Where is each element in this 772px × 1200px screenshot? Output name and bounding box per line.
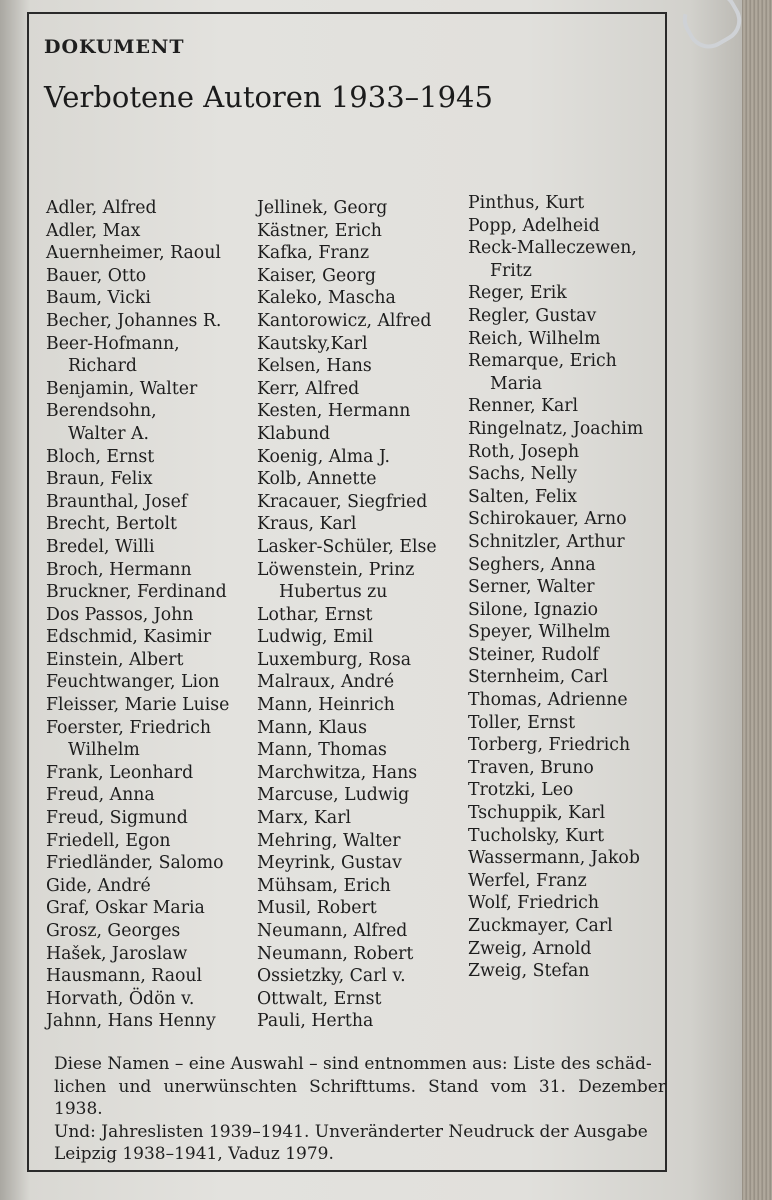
author-entry: Auernheimer, Raoul bbox=[46, 243, 221, 264]
author-entry: Kaiser, Georg bbox=[257, 265, 376, 286]
author-entry: Seghers, Anna bbox=[468, 554, 596, 575]
author-entry: Jahnn, Hans Henny bbox=[46, 1011, 216, 1032]
author-entry: Zweig, Arnold bbox=[468, 938, 592, 959]
author-entry: Graf, Oskar Maria bbox=[46, 898, 205, 919]
author-entry: Reich, Wilhelm bbox=[468, 328, 601, 349]
author-entry: Popp, Adelheid bbox=[468, 215, 600, 236]
author-entry: Kesten, Hermann bbox=[257, 401, 411, 422]
source-note-line: Leipzig 1938–1941, Vaduz 1979. bbox=[54, 1144, 334, 1164]
author-entry: Tschuppik, Karl bbox=[468, 803, 606, 824]
author-entry: Schnitzler, Arthur bbox=[468, 531, 625, 552]
author-entry: Reger, Erik bbox=[468, 283, 567, 304]
author-entry: Zweig, Stefan bbox=[468, 961, 590, 982]
author-entry: Zuckmayer, Carl bbox=[468, 916, 613, 936]
author-entry: Löwenstein, Prinz bbox=[257, 559, 415, 580]
author-entry: Becher, Johannes R. bbox=[46, 310, 222, 331]
author-entry: Dos Passos, John bbox=[46, 604, 194, 625]
author-entry: Bauer, Otto bbox=[46, 265, 147, 286]
author-entry: Brecht, Bertolt bbox=[46, 514, 177, 535]
author-entry: Fleisser, Marie Luise bbox=[46, 695, 230, 716]
author-entry: Kerr, Alfred bbox=[257, 378, 360, 399]
author-entry: Beer-Hofmann, bbox=[46, 333, 180, 354]
source-note-line: Und: Jahreslisten 1939–1941. Unveränderter Neudruck der Ausgabe bbox=[54, 1121, 648, 1142]
page-title: Verbotene Autoren 1933–1945 bbox=[44, 80, 493, 114]
author-entry: Regler, Gustav bbox=[468, 305, 597, 326]
author-entry: Kautsky,Karl bbox=[257, 333, 368, 354]
author-entry: Friedländer, Salomo bbox=[46, 853, 224, 874]
author-entry: Sachs, Nelly bbox=[468, 464, 577, 485]
author-entry: Torberg, Friedrich bbox=[468, 735, 631, 756]
author-entry: Silone, Ignazio bbox=[468, 599, 598, 620]
author-entry: Ringelnatz, Joachim bbox=[468, 418, 644, 439]
author-entry: Jellinek, Georg bbox=[257, 198, 388, 218]
author-entry: Ludwig, Emil bbox=[257, 627, 374, 648]
author-entry: Gide, André bbox=[46, 875, 151, 896]
author-entry: Toller, Ernst bbox=[468, 712, 576, 733]
author-entry: Trotzki, Leo bbox=[468, 780, 574, 801]
author-entry: Koenig, Alma J. bbox=[257, 446, 391, 467]
author-entry: Edschmid, Kasimir bbox=[46, 627, 212, 648]
author-entry: Grosz, Georges bbox=[46, 921, 181, 941]
author-entry: Richard bbox=[68, 356, 137, 377]
author-entry: Roth, Joseph bbox=[468, 441, 580, 462]
author-entry: Werfel, Franz bbox=[468, 870, 587, 891]
author-entry: Kaleko, Mascha bbox=[257, 288, 396, 309]
author-entry: Sternheim, Carl bbox=[468, 667, 608, 688]
author-entry: Braunthal, Josef bbox=[46, 491, 188, 512]
author-entry: Marcuse, Ludwig bbox=[257, 785, 410, 806]
author-entry: Serner, Walter bbox=[468, 577, 595, 598]
author-entry: Renner, Karl bbox=[468, 396, 579, 417]
author-entry: Friedell, Egon bbox=[46, 830, 171, 851]
author-entry: Baum, Vicki bbox=[46, 288, 151, 309]
author-entry: Lothar, Ernst bbox=[257, 604, 373, 625]
source-note-line: lichen und unerwünschten Schrifttums. Stand vom 31. Dezember 1938. bbox=[54, 1076, 666, 1119]
author-entry: Horvath, Ödön v. bbox=[46, 988, 195, 1009]
author-entry: Kästner, Erich bbox=[257, 220, 382, 241]
author-entry: Braun, Felix bbox=[46, 469, 153, 490]
author-entry: Kolb, Annette bbox=[257, 469, 377, 490]
author-column-1 bbox=[46, 197, 229, 1033]
author-entry: Foerster, Friedrich bbox=[46, 717, 211, 738]
author-entry: Adler, Alfred bbox=[46, 198, 157, 218]
author-entry: Kelsen, Hans bbox=[257, 356, 372, 377]
author-entry: Schirokauer, Arno bbox=[468, 509, 627, 530]
author-entry: Speyer, Wilhelm bbox=[468, 622, 611, 643]
author-entry: Klabund bbox=[257, 423, 331, 444]
author-entry: Mann, Klaus bbox=[257, 717, 367, 738]
section-label: DOKUMENT bbox=[44, 36, 185, 58]
author-entry: Bredel, Willi bbox=[46, 536, 155, 557]
author-entry: Benjamin, Walter bbox=[46, 378, 198, 399]
author-entry: Marx, Karl bbox=[257, 808, 351, 829]
author-entry: Fritz bbox=[490, 260, 532, 281]
author-entry: Bruckner, Ferdinand bbox=[46, 582, 227, 603]
author-entry: Maria bbox=[490, 373, 543, 394]
author-entry: Freud, Anna bbox=[46, 785, 155, 806]
author-entry: Reck-Malleczewen, bbox=[468, 238, 637, 259]
author-entry: Frank, Leonhard bbox=[46, 762, 194, 783]
author-entry: Mann, Heinrich bbox=[257, 695, 395, 716]
author-entry: Steiner, Rudolf bbox=[468, 644, 599, 665]
author-entry: Pauli, Hertha bbox=[257, 1011, 374, 1032]
author-entry: Salten, Felix bbox=[468, 486, 578, 507]
author-entry: Marchwitza, Hans bbox=[257, 762, 418, 783]
author-entry: Neumann, Alfred bbox=[257, 921, 408, 941]
author-entry: Freud, Sigmund bbox=[46, 808, 188, 829]
author-entry: Mann, Thomas bbox=[257, 740, 387, 761]
page-edges bbox=[742, 0, 772, 1200]
author-entry: Kracauer, Siegfried bbox=[257, 491, 428, 512]
author-entry: Pinthus, Kurt bbox=[468, 193, 585, 213]
author-entry: Wassermann, Jakob bbox=[468, 848, 640, 869]
author-entry: Malraux, André bbox=[257, 672, 395, 693]
author-entry: Broch, Hermann bbox=[46, 559, 192, 580]
author-entry: Berendsohn, bbox=[46, 401, 157, 422]
author-entry: Hausmann, Raoul bbox=[46, 966, 203, 987]
author-entry: Walter A. bbox=[68, 423, 149, 444]
author-entry: Kafka, Franz bbox=[257, 243, 370, 264]
source-note-line: Diese Namen – eine Auswahl – sind entnommen aus: Liste des schäd- bbox=[54, 1054, 652, 1074]
author-entry: Musil, Robert bbox=[257, 898, 377, 919]
author-column-2 bbox=[257, 197, 437, 1033]
author-entry: Hašek, Jaroslaw bbox=[46, 943, 188, 964]
author-column-3 bbox=[468, 192, 643, 983]
author-entry: Neumann, Robert bbox=[257, 943, 414, 964]
author-entry: Thomas, Adrienne bbox=[468, 690, 628, 711]
author-entry: Bloch, Ernst bbox=[46, 446, 155, 467]
author-entry: Meyrink, Gustav bbox=[257, 853, 402, 874]
author-entry: Traven, Bruno bbox=[468, 757, 594, 778]
author-entry: Ossietzky, Carl v. bbox=[257, 966, 406, 987]
author-entry: Kantorowicz, Alfred bbox=[257, 310, 432, 331]
author-entry: Mühsam, Erich bbox=[257, 875, 391, 896]
author-entry: Mehring, Walter bbox=[257, 830, 401, 851]
author-entry: Kraus, Karl bbox=[257, 514, 357, 535]
author-entry: Tucholsky, Kurt bbox=[468, 825, 605, 846]
author-entry: Einstein, Albert bbox=[46, 649, 184, 670]
author-entry: Lasker-Schüler, Else bbox=[257, 536, 437, 557]
author-entry: Luxemburg, Rosa bbox=[257, 649, 412, 670]
author-entry: Remarque, Erich bbox=[468, 351, 617, 372]
source-note bbox=[54, 1053, 666, 1166]
author-entry: Hubertus zu bbox=[279, 582, 388, 603]
author-entry: Wilhelm bbox=[68, 740, 140, 761]
author-entry: Wolf, Friedrich bbox=[468, 893, 599, 914]
author-entry: Feuchtwanger, Lion bbox=[46, 672, 220, 693]
author-entry: Ottwalt, Ernst bbox=[257, 988, 382, 1009]
author-entry: Adler, Max bbox=[46, 220, 141, 241]
